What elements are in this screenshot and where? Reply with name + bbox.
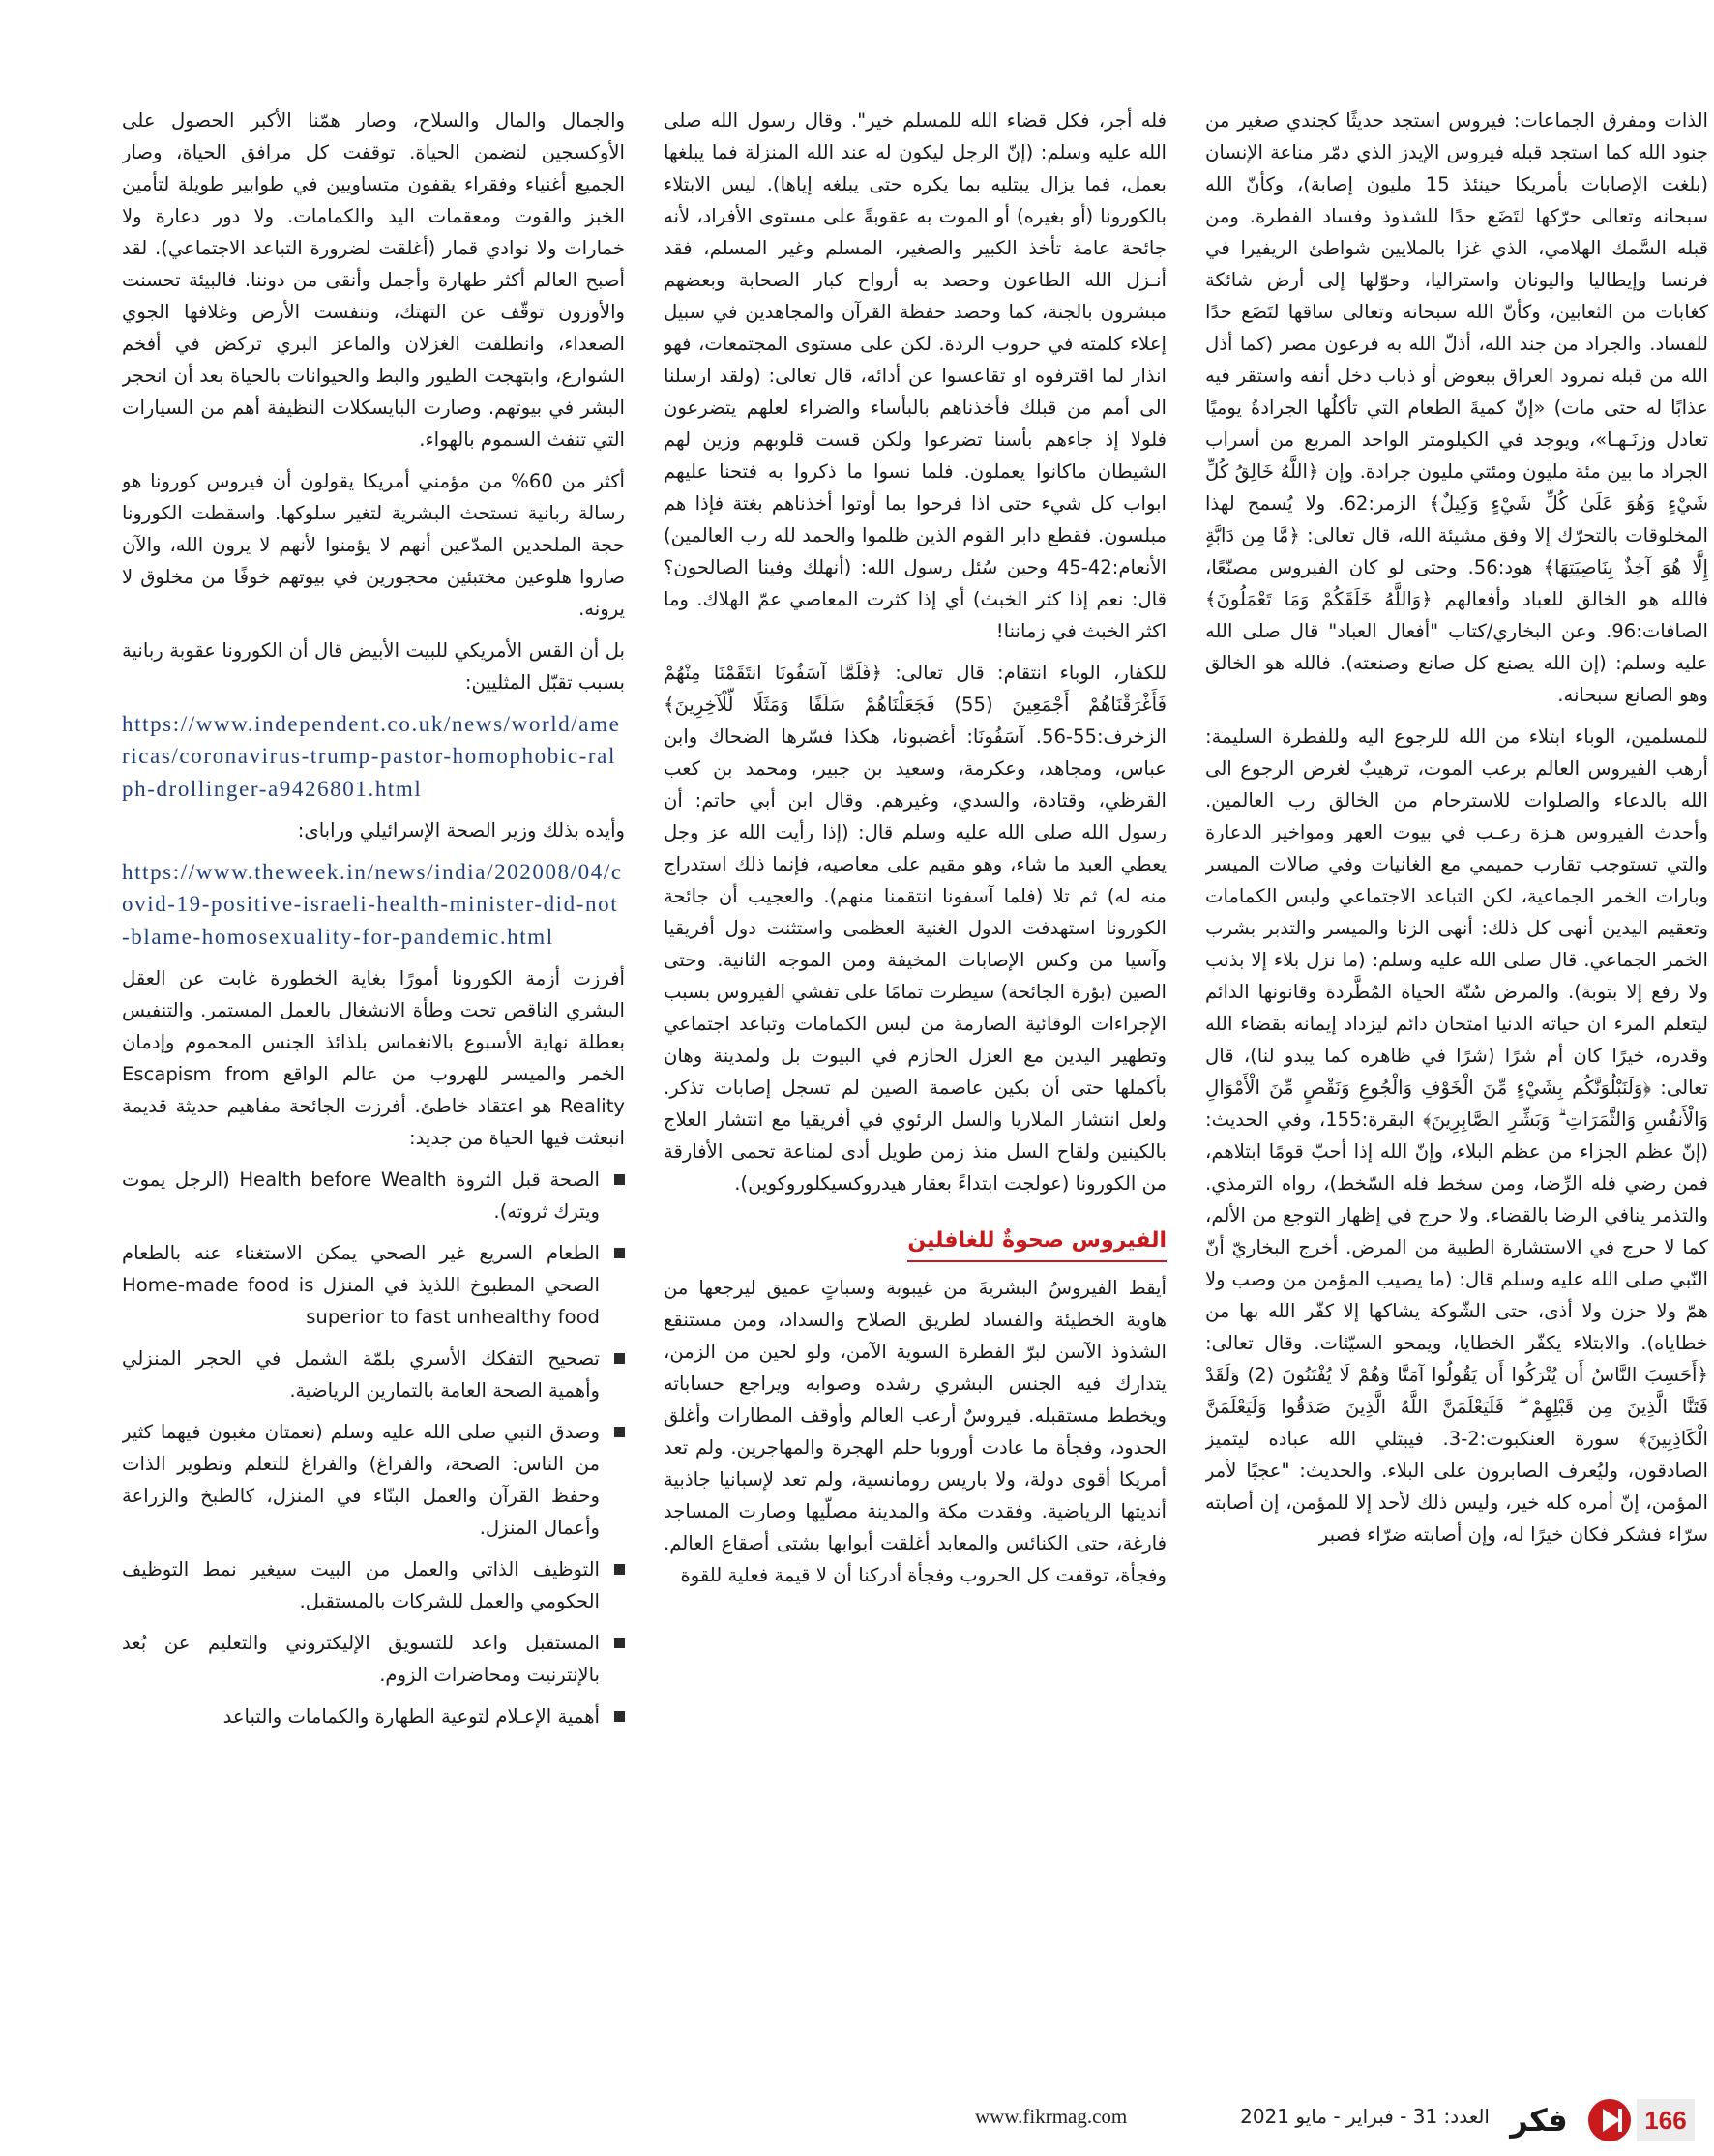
list-item-text: وصدق النبي صلى الله عليه وسلم (نعمتان مغبون فيهما كثير من الناس: الصحة، والفراغ) والفراغ للتعلم وتطوير الذات وحفظ القرآن والعمل البنّاء في المنزل، كالطبخ والزراعة وأعمال المنزل.	[122, 1421, 600, 1540]
website-url[interactable]: www.fikrmag.com	[975, 2105, 1128, 2128]
list-item	[122, 1700, 625, 1732]
bullet-square-icon	[614, 1248, 625, 1258]
column-middle	[664, 104, 1167, 2068]
bullet-square-icon	[614, 1174, 625, 1185]
list-item-text: التوظيف الذاتي والعمل من البيت سيغير نمط التوظيف الحكومي والعمل للشركات بالمستقبل.	[122, 1558, 600, 1613]
page-number: 166	[1637, 2099, 1695, 2141]
list-item	[122, 1416, 625, 1544]
bullet-square-icon	[614, 1711, 625, 1722]
list-item	[122, 1553, 625, 1617]
list-item	[122, 1237, 625, 1333]
column-right	[1205, 104, 1708, 2068]
list-item	[122, 1627, 625, 1691]
list-item-text: الصحة قبل الثروة Health before Wealth (الرجل يموت ويترك ثروته).	[122, 1168, 600, 1224]
paragraph: بل أن القس الأمريكي للبيت الأبيض قال أن الكورونا عقوبة ربانية بسبب تقبّل المثليين:	[122, 639, 625, 694]
bullet-square-icon	[614, 1353, 625, 1364]
list-item-text: الطعام السريع غير الصحي يمكن الاستغناء عنه بالطعام الصحي المطبوخ اللذيذ في المنزل Home-made food is superior to fast unhealthy food	[122, 1242, 600, 1329]
paragraph: فله أجر، فكل قضاء الله للمسلم خير". وقال رسول الله صلى الله عليه وسلم: (إنّ الرجل ليكون له عند الله المنزلة فما يبلغها بعمل، فما يزال يبتليه بما يكره حتى يبلغه إياها). ليس الابتلاء بالكورونا (أو بغيره) أو الموت به عقوبةً على مستوى الأفراد، لأنه جائحة عامة تأخذ الكبير والصغير، المسلم وغير المسلم، فقد أنـزل الله الطاعون وحصد به أرواح كبار الصحابة وبعضهم مبشرون بالجنة، كما وحصد حفظة القرآن والمجاهدين في سبيل إعلاء كلمته في حروب الردة. لكن على مستوى المجتمعات، فهو انذار لما اقترفوه او تقاعسوا عن أدائه، قال تعالى: (ولقد ارسلنا الى أمم من قبلك فأخذناهم بالبأساء والضراء لعلهم يتضرعون فلولا إذ جاءهم بأسنا تضرعوا ولكن قست قلوبهم وزين لهم الشيطان ماكانوا يعملون. فلما نسوا ما ذكروا به فتحنا عليهم ابواب كل شيء حتى اذا فرحوا بما أوتوا أخذناهم بغتة فإذا هم مبلسون. فقطع دابر القوم الذين ظلموا والحمد لله رب العالمين) الأنعام:42-45 وحين سُئل رسول الله: (أنهلك وفينا الصالحون؟ قال: نعم إذا كثر الخبث) أي إذا كثرت المعاصي عمّ الهلاك. وما اكثر الخبث في زماننا!	[664, 109, 1167, 642]
paragraph: أيقظ الفيروسُ البشريةَ من غيبوبة وسباتٍ عميق ليرجعها من هاوية الخطيئة والفساد لطريق الصلاح والسداد، ومن مستنقع الشذوذ الآسن لبرّ الفطرة السوية الآمن، ولو لحين من الزمن، يتدارك فيه الجنس البشري رشده وصوابه ويراجع حساباته ويخطط مستقبله. فيروسٌ أرعب العالم وأوقف المطارات وأغلق الحدود، وفجأة ما عادت أوروبا حلم الهجرة والمهاجرين. ولم تعد أمريكا أقوى دولة، ولا باريس رومانسية، ولم تعد لإسبانيا جاذبية أنديتها الرياضية. وفقدت مكة والمدينة مصلّيها وصارت المساجد فارغة، حتى الكنائس والمعابد أغلقت أبوابها بشتى أصقاع العالم. وفجأة، توقفت كل الحروب وفجأة أدركنا أن لا قيمة فعلية للقوة	[664, 1277, 1167, 1587]
list-item	[122, 1343, 625, 1406]
paragraph: للكفار، الوباء انتقام: قال تعالى: ﴿فَلَمَّا آسَفُونَا انتَقَمْنَا مِنْهُمْ فَأَغْرَقْنَاهُمْ أَجْمَعِينَ (55) فَجَعَلْنَاهُمْ سَلَفًا وَمَثَلًا لِّلْآخِرِينَ﴾ الزخرف:55-56. آسَفُونَا: أغضبونا، هكذا فسّرها الضحاك وابن عباس، ومجاهد، وعكرمة، وسعيد بن جبير، ومحمد بن كعب القرظي، وقتادة، والسدي، وغيرهم. وقال ابن أبي حاتم: أن رسول الله صلى الله عليه وسلم قال: (إذا رأيت الله عز وجل يعطي العبد ما شاء، وهو مقيم على معاصيه، فإنما ذلك استدراج منه له) ثم تلا (فلما آسفونا انتقمنا منهم). والعجيب أن جائحة الكورونا استهدفت الدول الغنية العظمى واستثنت دول أفريقيا وآسيا من وكس الإصابات المخيفة ومن الموجه الثانية. وحتى الصين (بؤرة الجائحة) سيطرت تمامًا على تفشي الفيروس بسبب الإجراءات الوقائية الصارمة من لبس الكمامات وتباعد اجتماعي وتطهير اليدين مع العزل الحازم في البيوت بل ولمدينة وهان بأكملها حتى أن بكين عاصمة الصين لم تسجل إصابات تذكر. ولعل انتشار الملاريا والسل الرئوي في أفريقيا مع انتشار العلاج بالكينين ولقاح السل منذ زمن طويل أدى لمناعة تحمى الأفارقة من الكورونا (عولجت ابتداءً بعقار هيدروكسيكلوروكوين).	[664, 662, 1167, 1195]
paragraph: والجمال والمال والسلاح، وصار همّنا الأكبر الحصول على الأوكسجين لنضمن الحياة. توقفت كل مرافق الحياة، وصار الجميع أغنياء وفقراء يقفون متساويين في طوابير طويلة لتأمين الخبز والقوت ومعقمات اليد والكمامات. ولا دور دعارة ولا خمارات ولا نوادي قمار (أغلقت لضرورة التباعد الاجتماعي). لقد أصبح العالم أكثر طهارة وأجمل وأنقى من دوننا. فالبيئة تحسنت والأوزون توقّف عن التهتك، وتنفست الأرض وغلافها الجوي الصعداء، وانطلقت الغزلان والماعز البري تركض في أفخم الشوارع، وابتهجت الطيور والبط والحيوانات بالحياة بعد أن انحجر البشر في بيوتهم. وصارت البايسكلات النظيفة أهم من السيارات التي تنفث السموم بالهواء.	[122, 109, 625, 451]
list-item-text: تصحيح التفكك الأسري بلمّة الشمل في الحجر المنزلي وأهمية الصحة العامة بالتمارين الرياضية.	[122, 1347, 600, 1403]
source-link[interactable]: https://www.theweek.in/news/india/202008/04/covid-19-positive-israeli-health-minister-did-not-blame-homosexuality-for-pandemic.html	[122, 860, 623, 949]
bullet-square-icon	[614, 1427, 625, 1437]
issue-info: العدد: 31 - فبراير - مايو 2021	[1240, 2105, 1490, 2128]
bullet-list	[122, 1164, 625, 1732]
list-item-text: أهمية الإعـلام لتوعية الطهارة والكمامات والتباعد	[222, 1705, 600, 1728]
paragraph: وأيده بذلك وزير الصحة الإسرائيلي ورابای:	[297, 819, 625, 842]
paragraph: للمسلمين، الوباء ابتلاء من الله للرجوع اليه وللفطرة السليمة: أرهب الفيروس العالم برعب الموت، ترهيبٌ لغرض الرجوع الى الله بالدعاء والصلوات للاسترحام من الخالق رب العالمين. وأحدث الفيروس هـزة رعـب في بيوت العهر ومواخير الدعارة والتي تستوجب تقارب حميمي مع الغانيات وفي صالات الميسر وبارات الخمر الجماعية، لكن التباعد الاجتماعي ولبس الكمامات وتعقيم اليدين أنهى كل ذلك: أنهى الزنا والميسر والتدبر بشرب الخمر الجماعي. قال صلى الله عليه وسلم: (ما نزل بلاء إلا بذنب ولا رفع إلا بتوبة). والمرض سُنّة الحياة المُطَّردة وقانونها الدائم ليتعلم المرء ان حياته الدنيا امتحان دائم ليزداد إيمانه بقضاء الله وقدره، خيرًا كان أم شرًا (شرًا في ظاهره كما يبدو لنا)، قال تعالى: ﴿وَلَنَبْلُوَنَّكُم بِشَيْءٍ مِّنَ الْخَوْفِ وَالْجُوعِ وَنَقْصٍ مِّنَ الْأَمْوَالِ وَالْأَنفُسِ وَالثَّمَرَاتِ ۗ وَبَشِّرِ الصَّابِرِينَ﴾ البقرة:155، وفي الحديث: (إنّ عظم الجزاء من عظم البلاء، وإنّ الله إذا أحبّ قومًا ابتلاهم، فمن رضي فله الرِّضا، ومن سخط فله السّخط)، رواه الترمذي. والتذمر ينافي الرضا بالقضاء. ولا حرج في إظهار التوجع من الألم، كما لا حرج في الاستشارة الطبية من المرض. أخرج البخاريّ أنّ النّبي صلى الله عليه وسلم قال: (ما يصيب المؤمن من وصب ولا همّ ولا حزن ولا أذى، حتى الشّوكة يشاكها إلا كفّر الله بها من خطاياه). والابتلاء يكفّر الخطايا، ويمحو السيّئات. وقال تعالى: ﴿أَحَسِبَ النَّاسُ أَن يُتْرَكُوا أَن يَقُولُوا آمَنَّا وَهُمْ لَا يُفْتَنُونَ (2) وَلَقَدْ فَتَنَّا الَّذِينَ مِن قَبْلِهِمْ ۖ فَلَيَعْلَمَنَّ اللَّهُ الَّذِينَ صَدَقُوا وَلَيَعْلَمَنَّ الْكَاذِبِينَ﴾ سورة العنكبوت:2-3. فيبتلي الله عباده ليتميز الصادقون، وليُعرف الصابرون على البلاء. والحديث: "عجبًا لأمر المؤمن، إنّ أمره كله خير، وليس ذلك لأحد إلا للمؤمن، إن أصابته سرّاء فشكر فكان خيرًا له، وإن أصابته ضرّاء فصبر	[1205, 725, 1708, 1546]
source-link[interactable]: https://www.independent.co.uk/news/world/americas/coronavirus-trump-pastor-homophobic-ralph-drollinger-a9426801.html	[122, 712, 621, 801]
magazine-logo: فكر	[1510, 2102, 1568, 2139]
bullet-square-icon	[614, 1638, 625, 1648]
paragraph: أفرزت أزمة الكورونا أمورًا بغاية الخطورة غابت عن العقل البشري الناقص تحت وطأة الانشغال بالعمل المستمر. والتنفيس بعطلة نهاية الأسبوع بالانغماس بلذائذ الجنس المحموم وإدمان الخمر والميسر للهروب من عالم الواقع Escapism from Reality هو اعتقاد خاطئ. أفرزت الجائحة مفاهيم حديثة قديمة انبعثت فيها الحياة من جديد:	[122, 967, 625, 1150]
paragraph: أكثر من 60% من مؤمني أمريكا يقولون أن فيروس كورونا هو رسالة ربانية تستحث البشرية لتغير سلوكها. واسقطت الكورونا حجة الملحدين المدّعين أنهم لا يؤمنوا لأنهم لا يرون الله، والآن صاروا هلوعين مختبئين محجورين في بيوتهم خوفًا من مخلوق لا يرونه.	[122, 470, 625, 620]
list-item	[122, 1164, 625, 1227]
section-title: الفيروس صحوةٌ للغافلين	[907, 1223, 1167, 1262]
paragraph: الذات ومفرق الجماعات: فيروس استجد حديثًا كجندي صغير من جنود الله كما استجد قبله فيروس الإيدز الذي دمّر مناعة الإنسان (بلغت الإصابات بأمريكا حينئذ 15 مليون إصابة)، وكأنّ الله سبحانه وتعالى حرّكها لتَضَع حدًا للشذوذ وفساد الفطرة. ومن قبله السَّمك الهلامي، الذي غزا بالملايين شواطئ الريفيرا في فرنسا وإيطاليا واليونان واستراليا، وحوّلها إلى أرض شائكة كغابات من الثعابين، وكأنّ الله سبحانه وتعالى ساقها لتَضَع حدًا للفساد. والجراد من جند الله، أذلّ الله به فرعون مصر (كما أذل الله من قبله نمرود العراق ببعوض أو ذباب دخل أنفه واستقر فيه عذابًا له حتى مات) «إنّ كميةَ الطعام التي تأكلُها الجرادةُ يوميًا تعادل وزنَـهـا»، ويوجد في الكيلومتر الواحد المربع من أسراب الجراد ما بين مئة مليون ومئتي مليون جرادة. وإن ﴿اللَّهُ خَالِقُ كُلِّ شَيْءٍ وَهُوَ عَلَىٰ كُلِّ شَيْءٍ وَكِيلٌ﴾ الزمر:62. ولا يُسمح لهذا المخلوقات بالتحرّك إلا وفق مشيئة الله، قال تعالى: ﴿مَّا مِن دَابَّةٍ إِلَّا هُوَ آخِذٌ بِنَاصِيَتِهَا﴾ هود:56. وحتى لو كان الفيروس مصنّعًا، فالله هو الخالق للعباد وأفعالهم ﴿وَاللَّهُ خَلَقَكُمْ وَمَا تَعْمَلُونَ﴾ الصافات:96. وعن البخاري/كتاب "أفعال العباد" قال صلى الله عليه وسلم: (إن الله يصنع كل صانع وصنعته). فالله هو الخالق وهو الصانع سبحانه.	[1205, 109, 1708, 706]
article-columns	[104, 104, 1708, 2068]
bullet-square-icon	[614, 1564, 625, 1575]
column-left	[122, 104, 625, 2068]
play-logo-icon	[1586, 2097, 1633, 2143]
page-footer	[0, 2091, 1714, 2149]
list-item-text: المستقبل واعد للتسويق الإليكتروني والتعليم عن بُعد بالإنترنيت ومحاضرات الزوم.	[122, 1632, 600, 1687]
